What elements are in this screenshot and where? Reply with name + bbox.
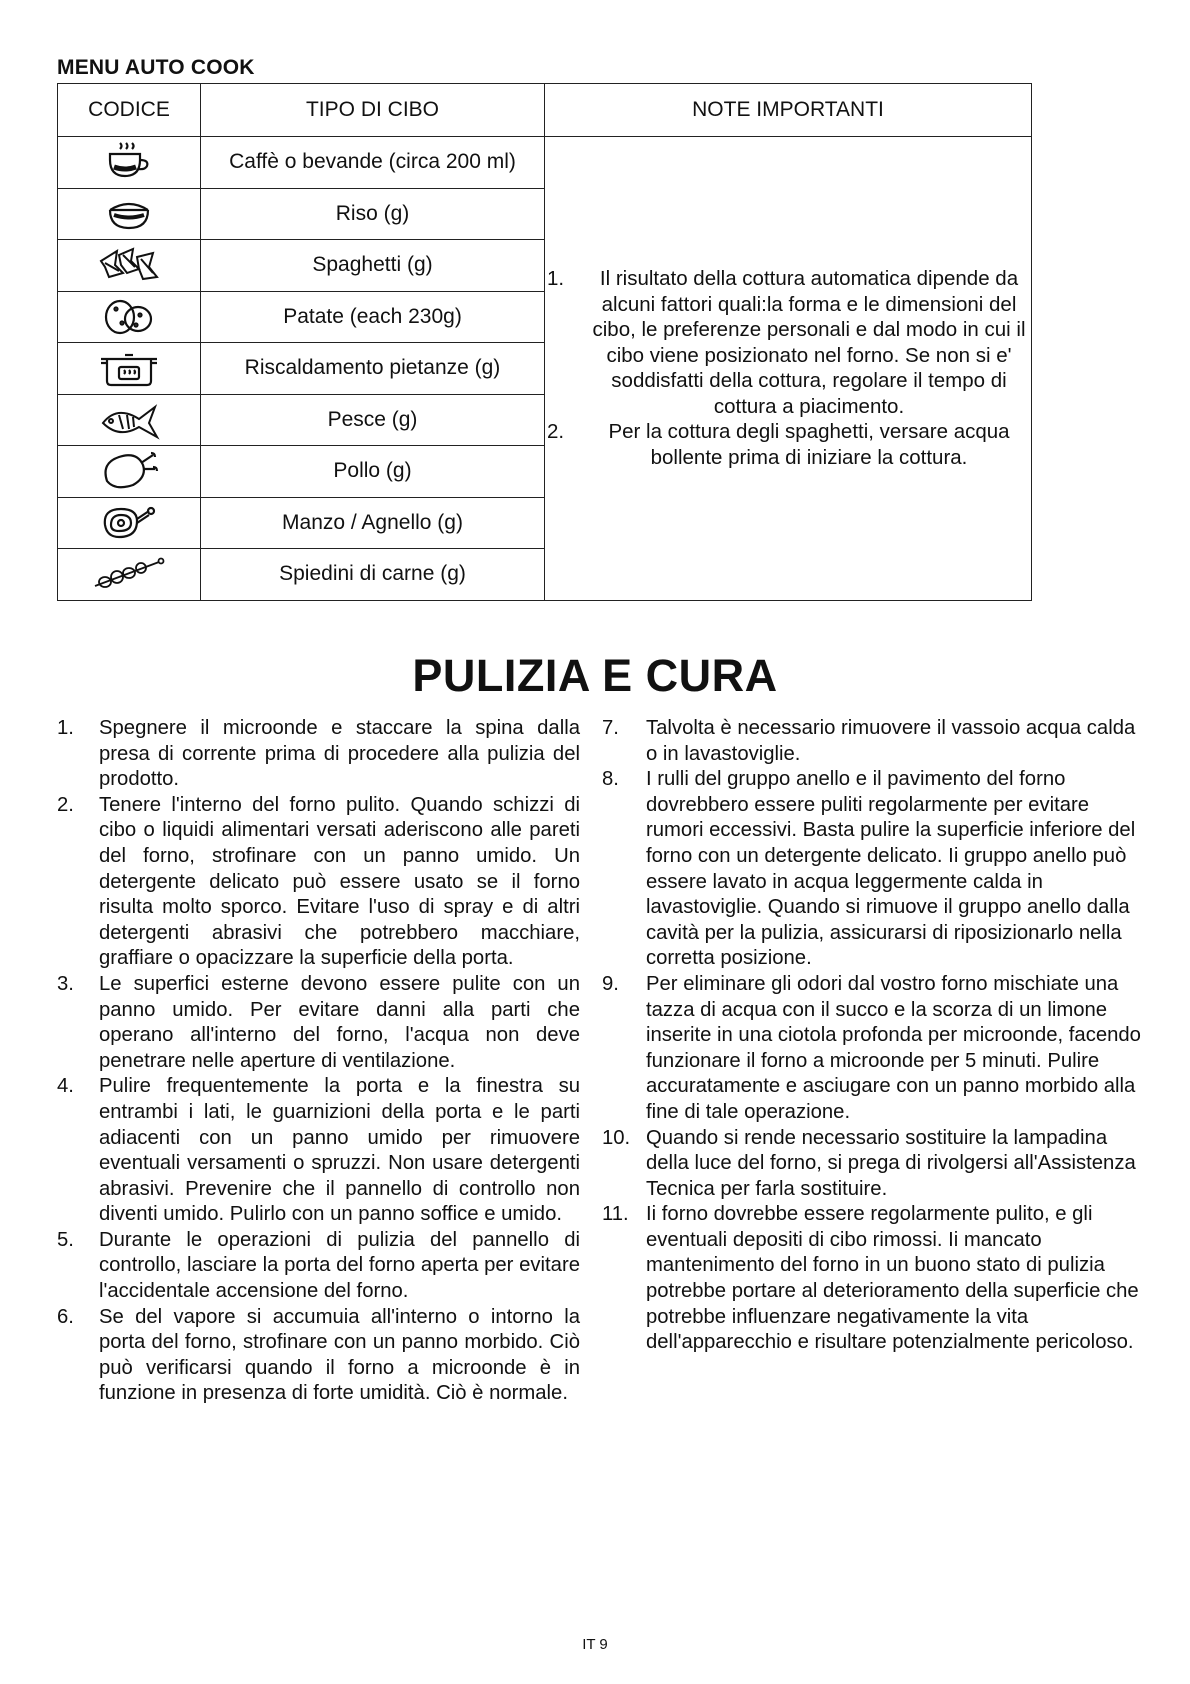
header-code: CODICE xyxy=(58,84,201,137)
food-cell: Manzo / Agnello (g) xyxy=(201,497,545,549)
pasta-icon xyxy=(97,243,161,287)
list-item: 4. Pulire frequentemente la porta e la finestra su entrambi i lati, le guarnizioni della porta e le parti adiacenti con un panno umido per rimuovere eventuali versamenti o spruzzi. Non usare detergenti abrasivi. Prevenire che il pannello di controllo non diventi umido. Pulirlo con un panno soffice e umido. xyxy=(57,1075,580,1226)
food-cell: Riscaldamento pietanze (g) xyxy=(201,343,545,395)
note-item: 2. Per la cottura degli spaghetti, versare acqua bollente prima di iniziare la cottura. xyxy=(547,420,1010,469)
rice-bowl-icon xyxy=(103,194,155,234)
table-row xyxy=(58,137,1032,189)
list-item: 3. Le superfici esterne devono essere pulite con un panno umido. Per evitare danni alla parti che operano all'interno del forno, l'acqua non deve penetrare nelle aperture di ventilazione. xyxy=(57,972,580,1072)
cooking-pot-icon xyxy=(97,347,161,389)
food-cell: Pollo (g) xyxy=(201,446,545,498)
row-icon-cell xyxy=(58,394,201,446)
list-item: 2. Tenere l'interno del forno pulito. Quando schizzi di cibo o liquidi alimentari versati aderiscono alle pareti del forno, strofinare con un panno umido. Un detergente delicato può essere usato se il forno risulta molto sporco. Evitare l'uso di spray e di altri detergenti abrasivi che potrebbero macchiare, graffiare o opacizzare la superficie della porta. xyxy=(57,793,580,970)
list-item: 10. Quando si rende necessario sostituire la lampadina della luce del forno, si prega di rivolgersi all'Assistenza Tecnica per farla sostituire. xyxy=(602,1126,1136,1200)
page-number: IT 9 xyxy=(582,1636,608,1653)
skewer-icon xyxy=(91,554,167,594)
row-icon-cell xyxy=(58,446,201,498)
food-cell: Riso (g) xyxy=(201,188,545,240)
row-icon-cell xyxy=(58,137,201,189)
notes-cell xyxy=(545,137,1032,601)
food-cell: Spaghetti (g) xyxy=(201,240,545,292)
potato-icon xyxy=(102,295,156,339)
list-item: 1. Spegnere il microonde e staccare la spina dalla presa di corrente prima di procedere alla pulizia del prodotto. xyxy=(57,717,580,791)
menu-title: MENU AUTO COOK xyxy=(57,56,255,79)
cleaning-title: PULIZIA E CURA xyxy=(412,650,778,701)
header-food: TIPO DI CIBO xyxy=(201,84,545,137)
food-cell: Spiedini di carne (g) xyxy=(201,549,545,601)
row-icon-cell xyxy=(58,343,201,395)
list-item: 11. Ii forno dovrebbe essere regolarmente pulito, e gli eventuali depositi di cibo rimossi. Ii mancato mantenimento del forno in un buono stato di pulizia potrebbe portare al deterioramento della superficie che potrebbe influenzare negativamente la vita dell'apparecchio e risultare potenzialmente pericoloso. xyxy=(602,1203,1139,1354)
row-icon-cell xyxy=(58,497,201,549)
list-item: 6. Se del vapore si accumuia all'interno o intorno la porta del forno, strofinare con un panno morbido. Ciò può verificarsi quando il forno a microonde è in funzione in presenza di forte umidità. Ciò è normale. xyxy=(57,1305,580,1405)
food-cell: Patate (each 230g) xyxy=(201,291,545,343)
table-header-row xyxy=(58,84,1032,137)
header-notes: NOTE IMPORTANTI xyxy=(545,84,1032,137)
auto-cook-table xyxy=(57,83,1032,601)
list-item: 5. Durante le operazioni di pulizia del pannello di controllo, lasciare la porta del forno aperta per evitare l'accidentale accensione del forno. xyxy=(57,1228,580,1303)
coffee-cup-icon xyxy=(103,140,155,184)
row-icon-cell xyxy=(58,549,201,601)
cleaning-list-right xyxy=(602,716,1150,1356)
food-cell: Caffè o bevande (circa 200 ml) xyxy=(201,137,545,189)
note-item: 1. Il risultato della cottura automatica dipende da alcuni fattori quali:la forma e le dimensioni del cibo, le preferenze personali e dal modo in cui il cibo viene posizionato nel forno. Se non si e' soddisfatti della cottura, regolare il tempo di cottura a piacimento. xyxy=(547,267,1026,418)
list-item: 8. I rulli del gruppo anello e il pavimento del forno dovrebbero essere puliti regolarmente per evitare rumori eccessivi. Basta pulire la superficie inferiore del forno con un detergente delicato. Ii gruppo anello può essere lavato in acqua leggermente calda in lavastoviglie. Quando si rimuove il gruppo anello dalla cavità per la pulizia, assicurarsi di riposizionarlo nella corretta posizione. xyxy=(602,768,1136,970)
food-cell: Pesce (g) xyxy=(201,394,545,446)
meat-steak-icon xyxy=(97,501,161,545)
chicken-icon xyxy=(97,449,161,493)
row-icon-cell xyxy=(58,291,201,343)
row-icon-cell xyxy=(58,188,201,240)
list-item: 9. Per eliminare gli odori dal vostro forno mischiate una tazza di acqua con il succo e la scorza di un limone inserite in una ciotola profonda per microonde, facendo funzionare il forno a microonde per 5 minuti. Pulire accuratamente e asciugare con un panno morbido alla fine di tale operazione. xyxy=(602,972,1141,1123)
cleaning-list-left xyxy=(57,716,580,1407)
fish-icon xyxy=(97,399,161,441)
list-item: 7. Talvolta è necessario rimuovere il vassoio acqua calda o in lavastoviglie. xyxy=(602,717,1136,765)
row-icon-cell xyxy=(58,240,201,292)
